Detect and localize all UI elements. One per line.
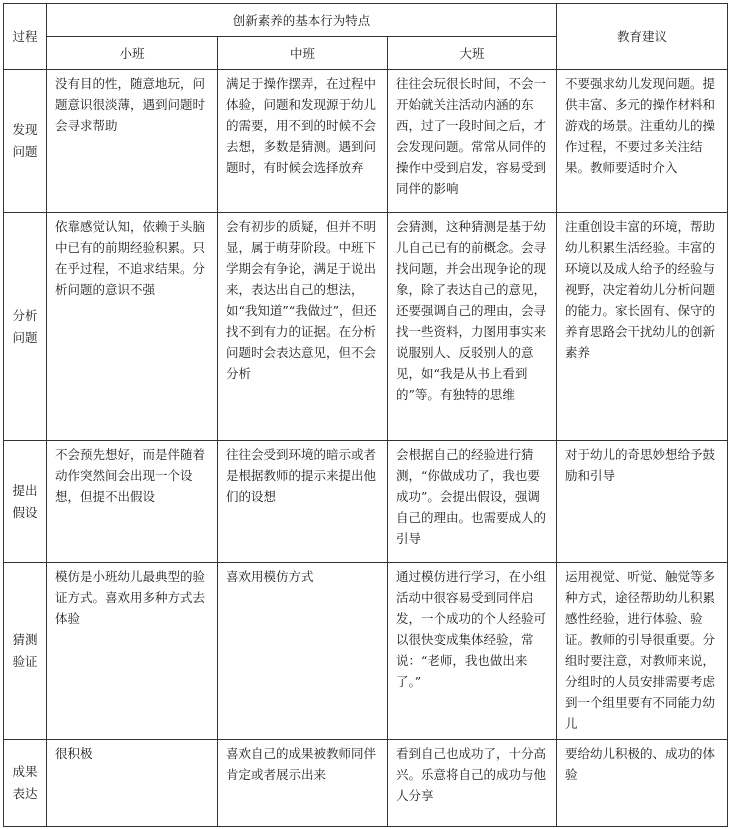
header-small-class: 小班 — [47, 37, 218, 70]
table-row — [4, 70, 728, 213]
header-large-class: 大班 — [388, 37, 557, 70]
header-suggestion: 教育建议 — [557, 4, 728, 70]
large-class-cell: 会猜测，这种猜测是基于幼儿自己已有的前概念。会寻找问题，并会出现争论的现象，除了表达自己的意见，还要强调自己的理由，会寻找一些资料，力图用事实来说服别人、反驳别人的意见，如“我是从书上看到的”等。有独特的思维 — [388, 213, 557, 441]
process-cell: 猜测 验证 — [4, 563, 47, 740]
small-class-cell: 不会预先想好，而是伴随着动作突然间会出现一个设想，但提不出假设 — [47, 441, 218, 563]
table-row — [4, 740, 728, 827]
process-cell: 分析 问题 — [4, 213, 47, 441]
large-class-cell: 会根据自己的经验进行猜测，“你做成功了，我也要成功”。会提出假设，强调自己的理由。也需要成人的引导 — [388, 441, 557, 563]
large-class-cell: 往往会玩很长时间，不会一开始就关注活动内涵的东西，过了一段时间之后，才会发现问题。常常从同伴的操作中受到启发，容易受到同伴的影响 — [388, 70, 557, 213]
table-row — [4, 563, 728, 740]
suggestion-cell: 对于幼儿的奇思妙想给予鼓励和引导 — [557, 441, 728, 563]
behavior-table — [3, 3, 728, 827]
large-class-cell: 看到自己也成功了，十分高兴。乐意将自己的成功与他人分享 — [388, 740, 557, 827]
table-row — [4, 213, 728, 441]
suggestion-cell: 注重创设丰富的环境，帮助幼儿积累生活经验。丰富的环境以及成人给予的经验与视野，决定着幼儿分析问题的能力。家长固有、保守的养育思路会干扰幼儿的创新素养 — [557, 213, 728, 441]
middle-class-cell: 往往会受到环境的暗示或者是根据教师的提示来提出他们的设想 — [218, 441, 388, 563]
suggestion-cell: 要给幼儿积极的、成功的体验 — [557, 740, 728, 827]
middle-class-cell: 喜欢用模仿方式 — [218, 563, 388, 740]
process-cell: 提出 假设 — [4, 441, 47, 563]
header-process: 过程 — [4, 4, 47, 70]
small-class-cell: 没有目的性，随意地玩，问题意识很淡薄，遇到问题时会寻求帮助 — [47, 70, 218, 213]
small-class-cell: 依靠感觉认知，依赖于头脑中已有的前期经验积累。只在乎过程，不追求结果。分析问题的意识不强 — [47, 213, 218, 441]
process-cell: 成果 表达 — [4, 740, 47, 827]
process-cell: 发现 问题 — [4, 70, 47, 213]
header-behavior-group: 创新素养的基本行为特点 — [47, 4, 557, 37]
small-class-cell: 很积极 — [47, 740, 218, 827]
small-class-cell: 模仿是小班幼儿最典型的验证方式。喜欢用多种方式去体验 — [47, 563, 218, 740]
suggestion-cell: 不要强求幼儿发现问题。提供丰富、多元的操作材料和游戏的场景。注重幼儿的操作过程，不要过多关注结果。教师要适时介入 — [557, 70, 728, 213]
large-class-cell: 通过模仿进行学习，在小组活动中很容易受到同伴启发，一个成功的个人经验可以很快变成集体经验，常说：“老师，我也做出来了。” — [388, 563, 557, 740]
header-middle-class: 中班 — [218, 37, 388, 70]
middle-class-cell: 满足于操作摆弄，在过程中体验，问题和发现源于幼儿的需要，用不到的时候不会去想，多数是猜测。遇到问题时，有时候会选择放弃 — [218, 70, 388, 213]
suggestion-cell: 运用视觉、听觉、触觉等多种方式，途径帮助幼儿积累感性经验，进行体验、验证。教师的引导很重要。分组时要注意，对教师来说，分组时的人员安排需要考虑到一个组里要有不同能力幼儿 — [557, 563, 728, 740]
middle-class-cell: 会有初步的质疑，但并不明显，属于萌芽阶段。中班下学期会有争论，满足于说出来，表达出自己的想法，如“我知道”“我做过”，但还找不到有力的证据。在分析问题时会表达意见，但不会分析 — [218, 213, 388, 441]
table-row — [4, 441, 728, 563]
middle-class-cell: 喜欢自己的成果被教师同伴肯定或者展示出来 — [218, 740, 388, 827]
